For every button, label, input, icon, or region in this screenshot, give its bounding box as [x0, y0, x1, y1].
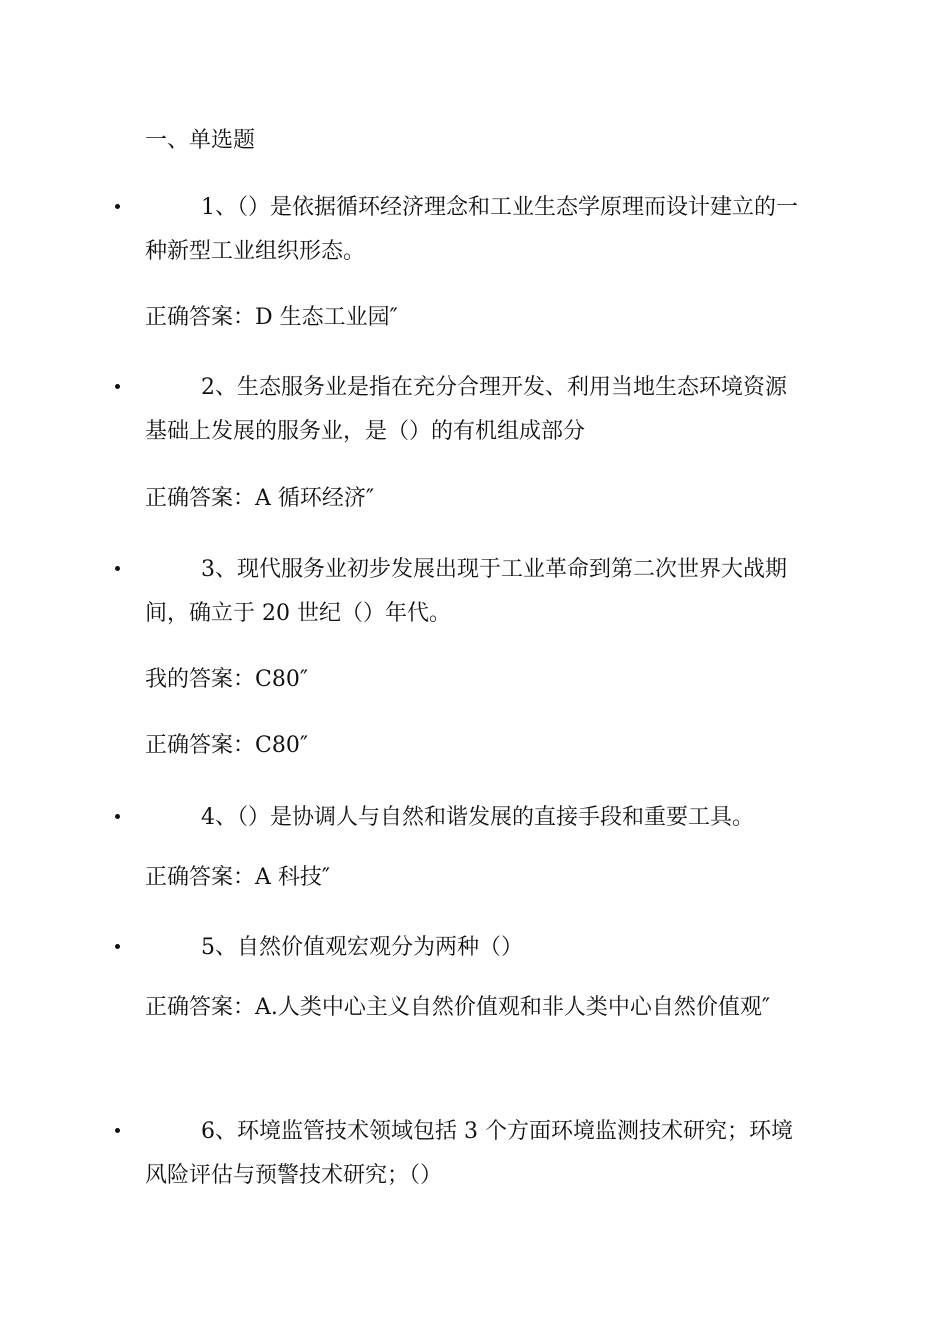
question-4 [145, 796, 805, 840]
correct-answer-4: 正确答案：A 科技″ [145, 865, 331, 890]
correct-answer-3: 正确答案：C80″ [145, 733, 309, 758]
question-text: 4、（）是协调人与自然和谐发展的直接手段和重要工具。 [201, 805, 754, 830]
question-text: 5、自然价值观宏观分为两种（） [201, 935, 523, 960]
question-text: 2、生态服务业是指在充分合理开发、利用当地生态环境资源基础上发展的服务业，是（）的有机组成部分 [145, 375, 787, 444]
bullet-icon [115, 1128, 120, 1133]
section-title: 一、单选题 [145, 128, 256, 153]
question-text: 6、环境监管技术领域包括 3 个方面环境监测技术研究；环境风险评估与预警技术研究；（） [145, 1119, 793, 1188]
question-1 [145, 186, 805, 274]
bullet-icon [115, 566, 120, 571]
my-answer-3: 我的答案：C80″ [145, 667, 309, 692]
correct-answer-5: 正确答案：A.人类中心主义自然价值观和非人类中心自然价值观″ [145, 995, 771, 1020]
bullet-icon [115, 204, 120, 209]
question-2 [145, 366, 805, 454]
question-text: 1、（）是依据循环经济理念和工业生态学原理而设计建立的一种新型工业组织形态。 [145, 195, 798, 264]
question-5 [145, 926, 805, 970]
correct-answer-2: 正确答案：A 循环经济″ [145, 486, 375, 511]
bullet-icon [115, 384, 120, 389]
bullet-icon [115, 944, 120, 949]
question-6 [145, 1110, 805, 1198]
bullet-icon [115, 814, 120, 819]
question-text: 3、现代服务业初步发展出现于工业革命到第二次世界大战期间，确立于 20 世纪（）年代。 [145, 557, 787, 626]
correct-answer-1: 正确答案：D 生态工业园″ [145, 305, 398, 330]
question-3 [145, 548, 805, 636]
